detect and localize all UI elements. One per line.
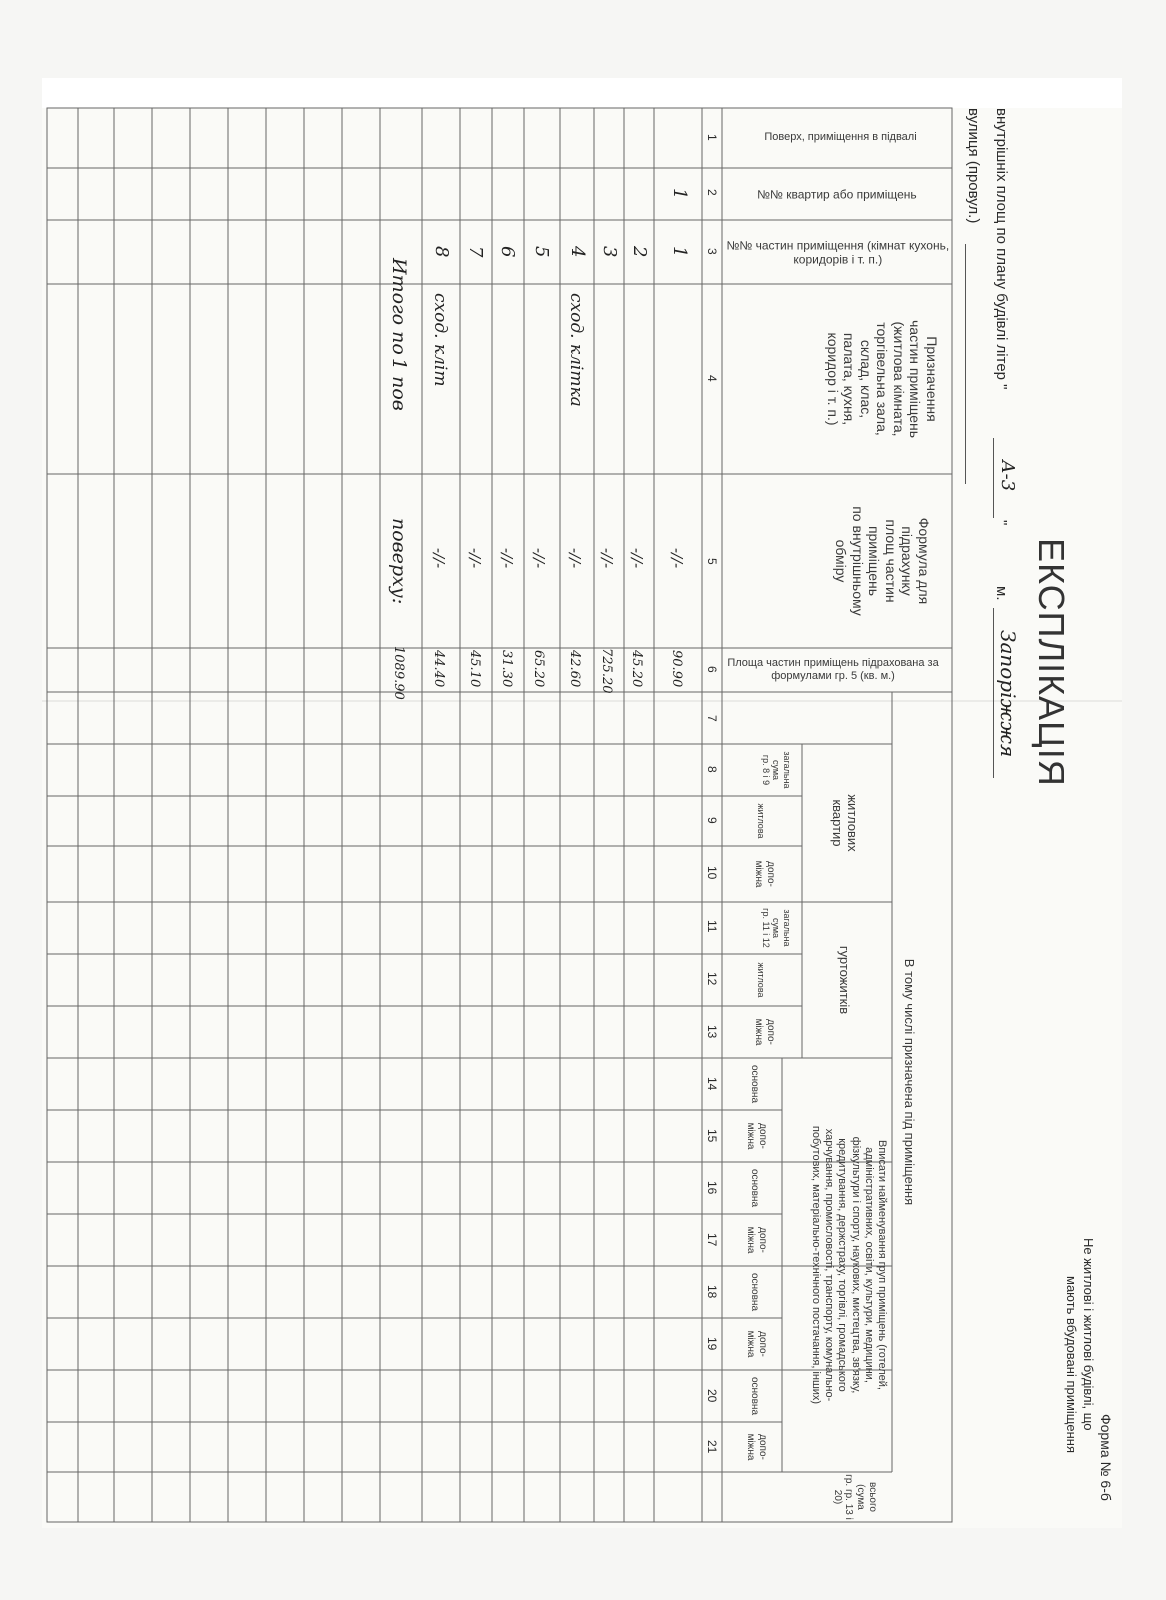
total-row-floor: 1 пов	[388, 358, 410, 411]
colnum-3: 3	[705, 248, 719, 255]
header-dorms-group: гуртожитків	[837, 945, 852, 1015]
colnum-4: 4	[705, 375, 719, 382]
row-8-part-number: 8	[431, 246, 452, 258]
header-aux-14: допо- міжна	[745, 1122, 768, 1150]
colnum-2: 2	[705, 189, 719, 196]
row-4-area: 42.60	[567, 650, 582, 688]
header-purpose: Призначення частин приміщень (житлова кімната, торгівельна зала, склад, клас, палата, кухня, коридор і т. п.)	[824, 319, 940, 439]
form-subtitle-line2: мають вбудовані приміщення	[1064, 1276, 1079, 1453]
document-title: ЕКСПЛІКАЦІЯ	[1031, 538, 1072, 787]
header-flat-number: №№ квартир або приміщень	[757, 187, 917, 202]
colnum-19: 19	[705, 1337, 719, 1351]
subheading-plan-litera: внутрішніх площ по плану будівлі літер "	[993, 108, 1010, 390]
row-5-formula: -//-	[530, 548, 548, 569]
city-value: Запоріжжя	[996, 630, 1020, 758]
row-7-area: 45.10	[467, 650, 482, 688]
header-main-15: основна	[749, 1168, 760, 1208]
colnum-14: 14	[705, 1077, 719, 1091]
total-row-area: 1089.90	[391, 646, 406, 700]
header-other-groups: Вписати найменування груп приміщень (готелей, адміністративних, освіти, культури, медицини, фізкультури і спорту, наукових, мистецтва, зв'язку, кредитування, держстраху, торгівлі, громадського харчування, промисловості, транспорту, комунально- побутових, матеріально-технічного постачання, інших)	[810, 1125, 888, 1405]
row-2-formula: -//-	[628, 548, 646, 569]
colnum-12: 12	[705, 972, 719, 986]
form-number: Форма № 6-б	[1098, 1414, 1114, 1501]
row-4-formula: -//-	[566, 548, 584, 569]
header-formula: Формула для підрахунку площ частин приміщень по внутрішньому обміру	[833, 506, 932, 616]
colnum-9: 9	[705, 817, 719, 824]
colnum-6: 6	[705, 666, 719, 673]
row-3-area: 725.20	[599, 648, 614, 694]
row-6-area: 31.30	[499, 650, 514, 688]
header-flats-group: житлових квартир	[829, 794, 860, 852]
header-aux-20: допо- міжна	[745, 1433, 768, 1461]
row-7-part-number: 7	[465, 246, 486, 258]
header-main-13: основна	[749, 1064, 760, 1104]
row-4-part-number: 4	[567, 246, 588, 258]
colnum-1: 1	[705, 134, 719, 141]
litera-closing-quote: "	[993, 520, 1010, 526]
row-6-formula: -//-	[498, 548, 516, 569]
row-4-purpose: сход. клітка	[566, 293, 586, 407]
explication-form-sheet	[42, 88, 1122, 1528]
header-aux-18: допо- міжна	[745, 1330, 768, 1358]
colnum-21: 21	[705, 1440, 719, 1454]
row-3-part-number: 3	[599, 246, 620, 258]
header-main-17: основна	[749, 1272, 760, 1312]
row-1-part-number: 1	[669, 246, 690, 258]
row-5-area: 65.20	[531, 650, 546, 688]
row-2-area: 45.20	[629, 650, 644, 688]
header-in-total-group: В тому числі призначена під приміщення	[902, 958, 917, 1206]
row-2-part-number: 2	[629, 246, 650, 258]
row-7-formula: -//-	[466, 548, 484, 569]
header-area: Площа частин приміщень підрахована за формулами гр. 5 (кв. м.)	[727, 657, 939, 682]
row-5-part-number: 5	[531, 246, 552, 258]
colnum-18: 18	[705, 1285, 719, 1299]
header-sum-11-12: загальна сума гр. 11 і 12	[760, 908, 792, 948]
header-flats-living: житлова	[756, 803, 766, 839]
header-total-all: всього (сума гр. гр. 13 і 20)	[831, 1474, 878, 1520]
row-3-formula: -//-	[598, 548, 616, 569]
header-aux-16: допо- міжна	[745, 1226, 768, 1254]
row-6-part-number: 6	[497, 246, 518, 258]
litera-value: А-3	[997, 460, 1018, 492]
row-8-area: 44.40	[431, 650, 446, 688]
colnum-15: 15	[705, 1129, 719, 1143]
total-row-formula: поверху:	[388, 518, 410, 605]
header-dorms-auxiliary: допо- міжна	[753, 1018, 776, 1046]
colnum-8: 8	[705, 766, 719, 773]
colnum-13: 13	[705, 1025, 719, 1039]
row-1-area: 90.90	[669, 650, 684, 688]
colnum-10: 10	[705, 866, 719, 880]
row-1-flat-number: 1	[669, 188, 690, 200]
city-prefix: м.	[993, 586, 1010, 601]
header-dorms-living: житлова	[756, 962, 766, 998]
colnum-16: 16	[705, 1181, 719, 1195]
total-row-label: Итого по	[388, 258, 410, 355]
header-floor: Поверх, приміщення в підвалі	[764, 131, 917, 144]
colnum-11: 11	[705, 920, 719, 933]
header-main-19: основна	[749, 1376, 760, 1416]
row-8-purpose: сход. кліт	[430, 293, 450, 387]
header-flats-auxiliary: допо- міжна	[753, 860, 776, 888]
colnum-17: 17	[705, 1233, 719, 1247]
row-1-formula: -//-	[668, 548, 686, 569]
street-prefix: вулиця (провул.)	[965, 108, 982, 224]
colnum-5: 5	[705, 558, 719, 565]
header-part-number: №№ частин приміщення (кімнат кухонь, коридорів і т. п.)	[726, 238, 950, 267]
colnum-7: 7	[705, 715, 719, 722]
header-sum-8-9: загальна сума гр. 8 і 9	[760, 751, 792, 789]
form-subtitle-line1: Не житлові і житлові будівлі, що	[1081, 1238, 1096, 1431]
colnum-20: 20	[705, 1389, 719, 1403]
row-8-formula: -//-	[430, 548, 448, 569]
